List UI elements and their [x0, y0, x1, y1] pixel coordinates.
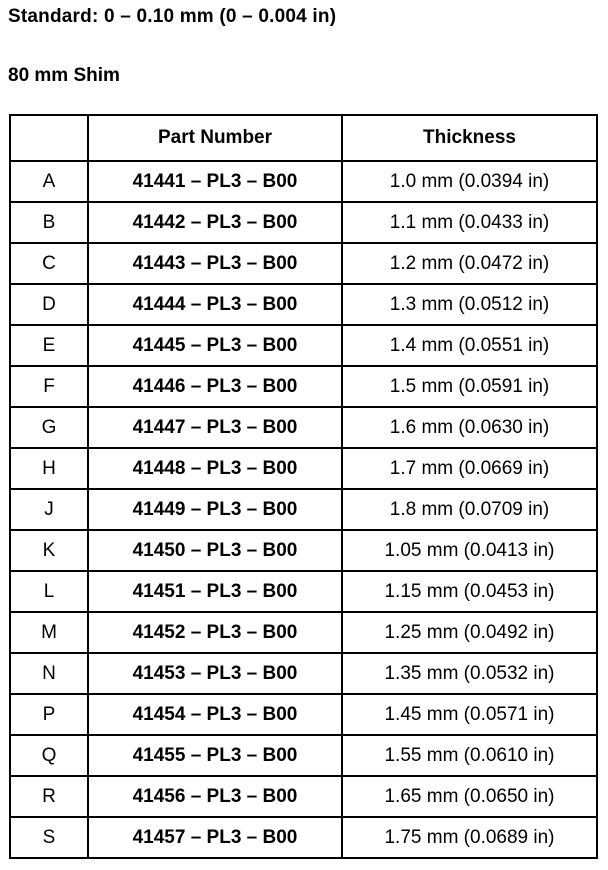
row-part-number: 41445 – PL3 – B00: [88, 325, 342, 366]
table-row: [10, 489, 597, 530]
row-thickness: 1.7 mm (0.0669 in): [342, 448, 597, 489]
table-row: [10, 202, 597, 243]
row-thickness: 1.0 mm (0.0394 in): [342, 161, 597, 202]
row-thickness: 1.1 mm (0.0433 in): [342, 202, 597, 243]
row-letter: B: [10, 202, 88, 243]
row-thickness: 1.35 mm (0.0532 in): [342, 653, 597, 694]
row-part-number: 41453 – PL3 – B00: [88, 653, 342, 694]
row-thickness: 1.5 mm (0.0591 in): [342, 366, 597, 407]
row-part-number: 41457 – PL3 – B00: [88, 817, 342, 858]
row-part-number: 41446 – PL3 – B00: [88, 366, 342, 407]
row-part-number: 41444 – PL3 – B00: [88, 284, 342, 325]
row-letter: R: [10, 776, 88, 817]
row-letter: Q: [10, 735, 88, 776]
row-letter: P: [10, 694, 88, 735]
row-part-number: 41448 – PL3 – B00: [88, 448, 342, 489]
shim-table: [9, 114, 598, 859]
table-row: [10, 776, 597, 817]
shim-table-body: [10, 161, 597, 858]
row-letter: D: [10, 284, 88, 325]
row-thickness: 1.65 mm (0.0650 in): [342, 776, 597, 817]
header-thickness: Thickness: [342, 115, 597, 161]
table-row: [10, 325, 597, 366]
standard-clearance: Standard: 0 – 0.10 mm (0 – 0.004 in): [8, 6, 337, 27]
row-thickness: 1.4 mm (0.0551 in): [342, 325, 597, 366]
row-part-number: 41455 – PL3 – B00: [88, 735, 342, 776]
row-part-number: 41456 – PL3 – B00: [88, 776, 342, 817]
row-part-number: 41451 – PL3 – B00: [88, 571, 342, 612]
row-letter: L: [10, 571, 88, 612]
row-thickness: 1.6 mm (0.0630 in): [342, 407, 597, 448]
table-row: [10, 735, 597, 776]
table-row: [10, 448, 597, 489]
row-part-number: 41441 – PL3 – B00: [88, 161, 342, 202]
row-letter: K: [10, 530, 88, 571]
table-row: [10, 407, 597, 448]
row-letter: G: [10, 407, 88, 448]
header-part-number: Part Number: [88, 115, 342, 161]
table-row: [10, 817, 597, 858]
row-thickness: 1.8 mm (0.0709 in): [342, 489, 597, 530]
row-letter: A: [10, 161, 88, 202]
row-letter: C: [10, 243, 88, 284]
row-part-number: 41452 – PL3 – B00: [88, 612, 342, 653]
row-letter: M: [10, 612, 88, 653]
table-row: [10, 612, 597, 653]
row-part-number: 41442 – PL3 – B00: [88, 202, 342, 243]
row-thickness: 1.75 mm (0.0689 in): [342, 817, 597, 858]
table-row: [10, 653, 597, 694]
row-part-number: 41449 – PL3 – B00: [88, 489, 342, 530]
shim-section-title: 80 mm Shim: [8, 65, 120, 86]
row-thickness: 1.3 mm (0.0512 in): [342, 284, 597, 325]
row-letter: S: [10, 817, 88, 858]
row-part-number: 41447 – PL3 – B00: [88, 407, 342, 448]
table-row: [10, 366, 597, 407]
table-row: [10, 284, 597, 325]
table-row: [10, 243, 597, 284]
row-part-number: 41443 – PL3 – B00: [88, 243, 342, 284]
table-row: [10, 530, 597, 571]
row-thickness: 1.15 mm (0.0453 in): [342, 571, 597, 612]
table-row: [10, 694, 597, 735]
row-letter: J: [10, 489, 88, 530]
row-thickness: 1.45 mm (0.0571 in): [342, 694, 597, 735]
table-row: [10, 161, 597, 202]
row-part-number: 41454 – PL3 – B00: [88, 694, 342, 735]
row-letter: E: [10, 325, 88, 366]
row-letter: H: [10, 448, 88, 489]
header-letter: [10, 115, 88, 161]
row-part-number: 41450 – PL3 – B00: [88, 530, 342, 571]
row-thickness: 1.25 mm (0.0492 in): [342, 612, 597, 653]
row-letter: N: [10, 653, 88, 694]
row-thickness: 1.05 mm (0.0413 in): [342, 530, 597, 571]
table-row: [10, 571, 597, 612]
table-header-row: [10, 115, 597, 161]
row-thickness: 1.2 mm (0.0472 in): [342, 243, 597, 284]
row-letter: F: [10, 366, 88, 407]
row-thickness: 1.55 mm (0.0610 in): [342, 735, 597, 776]
